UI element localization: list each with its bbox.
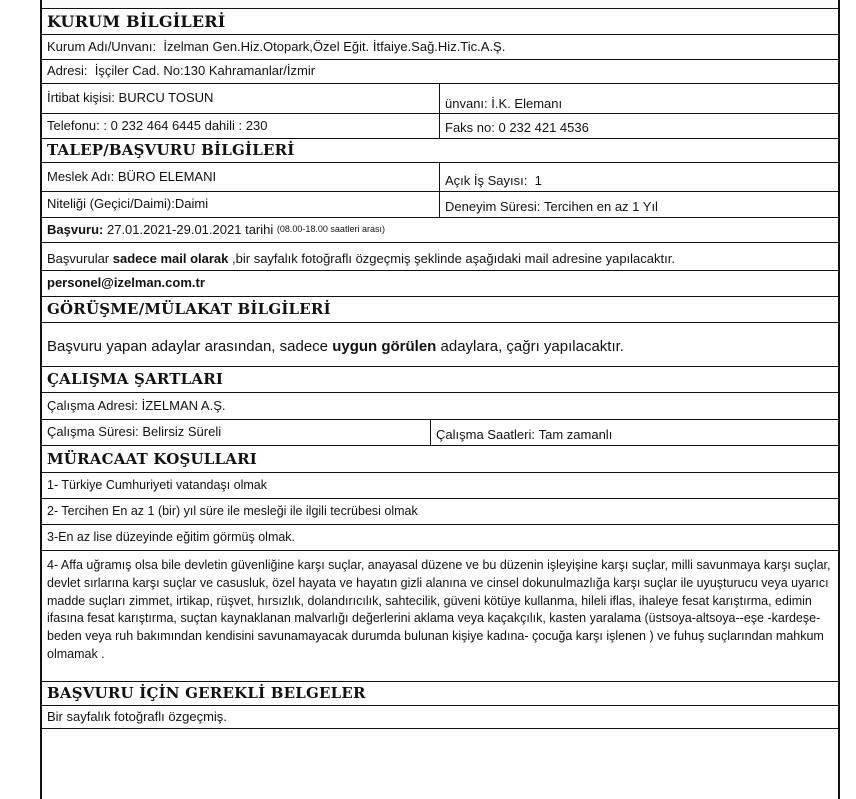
field-value: BÜRO ELEMANI [117, 168, 217, 184]
condition-item: 1- Türkiye Cumhuriyeti vatandaşı olmak [47, 477, 267, 492]
gorusme-text: adaylara, çağrı yapılacaktır. [440, 338, 624, 356]
section-heading: MÜRACAAT KOŞULLARI [47, 449, 257, 468]
field-label: Telefonu: [47, 117, 100, 133]
belgeler-item: Bir sayfalık fotoğraflı özgeçmiş. [47, 708, 227, 724]
field-label: ünvanı: [445, 96, 488, 112]
kurum-section-header [42, 8, 838, 34]
field-label: İrtibat kişisi: [47, 90, 115, 106]
field-label: Başvuru: [47, 221, 104, 237]
telefon-row [42, 113, 838, 138]
belgeler-row [42, 705, 838, 729]
email-text: personel@izelman.com.tr [47, 275, 205, 291]
field-value: İşçiler Cad. No:130 Kahramanlar/İzmir [94, 63, 316, 79]
section-heading: GÖRÜŞME/MÜLAKAT BİLGİLERİ [47, 300, 331, 319]
field-label: Çalışma Süresi: [47, 424, 139, 440]
field-label: Faks no: [445, 119, 495, 135]
calisma-adres-cell [42, 393, 838, 419]
condition-row [42, 472, 838, 498]
field-value: Tercihen en az 1 Yıl [544, 199, 658, 215]
field-value: İzelman Gen.Hiz.Otopark,Özel Eğit. İtfaiye.Sağ.Hiz.Tic.A.Ş. [163, 38, 506, 54]
gorusme-text-cell [42, 323, 838, 366]
muracaat-section-header [42, 445, 838, 472]
field-value: 1 [534, 172, 542, 188]
field-value: İZELMAN A.Ş. [141, 397, 226, 413]
belgeler-section-header [42, 681, 838, 705]
condition-row [42, 550, 838, 681]
field-label: Deneyim Süresi: [445, 199, 541, 215]
section-heading: KURUM BİLGİLERİ [47, 11, 226, 31]
basvuru-row [42, 217, 838, 242]
telefon-cell [42, 114, 440, 138]
basvuru-tarihi: tarihi [245, 221, 274, 237]
field-value: Daimi [174, 196, 209, 212]
field-label: Niteliği (Geçici/Daimi): [47, 196, 175, 212]
condition-item: 4- Affa uğramış olsa bile devletin güvenliğine karşı suçlar, anayasal düzene ve bu düzenin işleyişine karşı suçlar, milli savunmaya karşı suçlar, devlet sırlarına karşı suçlar ve casusluk, özel hayata ve hayatın gizli alanına ve cinsel dokunulmazlığa karşı suçlar ile uyuşturucu veya uyarıcı madde suçları zimmet, irtikap, rüşvet, hırsızlık, dolandırıcılık, sahtecilik, güveni kötüye kullanma, hileli iflas, ihaleye fesat karıştırma, edimin ifasına fesat karıştırma, suçtan kaynaklanan malvarlığı değerlerini aklama veya kaçakçılık, kasten yaralama (üstsoya-altsoya--eşe -kardeşe-beden veya ruh bakımından kendisini savunamayacak durumda bulunan kişiye kadına- çocuğa karşı işlenen ) ve fuhuş suçlarından mahkum olmamak . [47, 558, 831, 661]
field-value: BURCU TOSUN [118, 90, 214, 106]
section-heading: ÇALIŞMA ŞARTLARI [47, 370, 224, 389]
email-row [42, 270, 838, 296]
kurum-adres-cell [42, 60, 838, 83]
nitelik-row [42, 191, 838, 217]
unvan-cell [440, 84, 838, 113]
deneyim-cell [440, 192, 838, 217]
field-label: Çalışma Saatleri: [436, 427, 535, 443]
basvuru-dates: 27.01.2021-29.01.2021 [106, 221, 242, 237]
meslek-row [42, 162, 838, 191]
condition-row [42, 524, 838, 550]
calisma-sure-cell [42, 420, 431, 445]
field-value: İ.K. Elemanı [491, 96, 563, 112]
gorusme-section-header [42, 296, 838, 322]
field-label: Meslek Adı: [47, 168, 115, 184]
gorusme-text: Başvuru yapan adaylar arasından, sadece [47, 338, 329, 356]
meslek-cell [42, 163, 440, 191]
field-value: Belirsiz Süreli [142, 424, 222, 440]
field-label: Adresi: [47, 63, 88, 79]
kurum-adi-row [42, 34, 838, 59]
note-row [42, 242, 838, 270]
note-emphasis: sadece mail olarak [112, 251, 229, 267]
gorusme-row [42, 322, 838, 366]
condition-item: 2- Tercihen En az 1 (bir) yıl süre ile mesleği ile ilgili tecrübesi olmak [47, 503, 418, 518]
note-text: ,bir sayfalık fotoğraflı özgeçmiş şeklinde aşağıdaki mail adresine yapılacaktır. [232, 251, 675, 267]
irtibat-cell [42, 84, 440, 113]
top-margin [42, 0, 838, 8]
field-value: : 0 232 464 6445 dahili : 230 [103, 117, 268, 133]
note-cell [42, 243, 838, 270]
field-label: Kurum Adı/Unvanı: [47, 38, 157, 54]
talep-section-header [42, 138, 838, 162]
basvuru-cell [42, 218, 838, 242]
field-label: Açık İş Sayısı: [445, 172, 528, 188]
field-value: Tam zamanlı [538, 427, 613, 443]
gorusme-emphasis: uygun görülen [332, 338, 437, 356]
kurum-adi-cell [42, 35, 838, 59]
calisma-sure-row [42, 419, 838, 445]
application-form [40, 0, 840, 799]
acik-is-cell [440, 163, 838, 191]
faks-cell [440, 114, 838, 138]
nitelik-cell [42, 192, 440, 217]
field-value: 0 232 421 4536 [498, 119, 589, 135]
section-heading: TALEP/BAŞVURU BİLGİLERİ [47, 141, 295, 160]
calisma-saat-cell [431, 420, 838, 445]
condition-item: 3-En az lise düzeyinde eğitim görmüş olmak. [47, 529, 296, 544]
calisma-adres-row [42, 392, 838, 419]
section-heading: BAŞVURU İÇİN GEREKLİ BELGELER [47, 684, 366, 703]
irtibat-row [42, 83, 838, 113]
calisma-section-header [42, 366, 838, 392]
condition-row [42, 498, 838, 524]
field-label: Çalışma Adresi: [47, 397, 139, 413]
basvuru-hours: (08.00-18.00 saatleri arası) [276, 224, 385, 235]
kurum-adres-row [42, 59, 838, 83]
note-text: Başvurular [47, 251, 110, 267]
